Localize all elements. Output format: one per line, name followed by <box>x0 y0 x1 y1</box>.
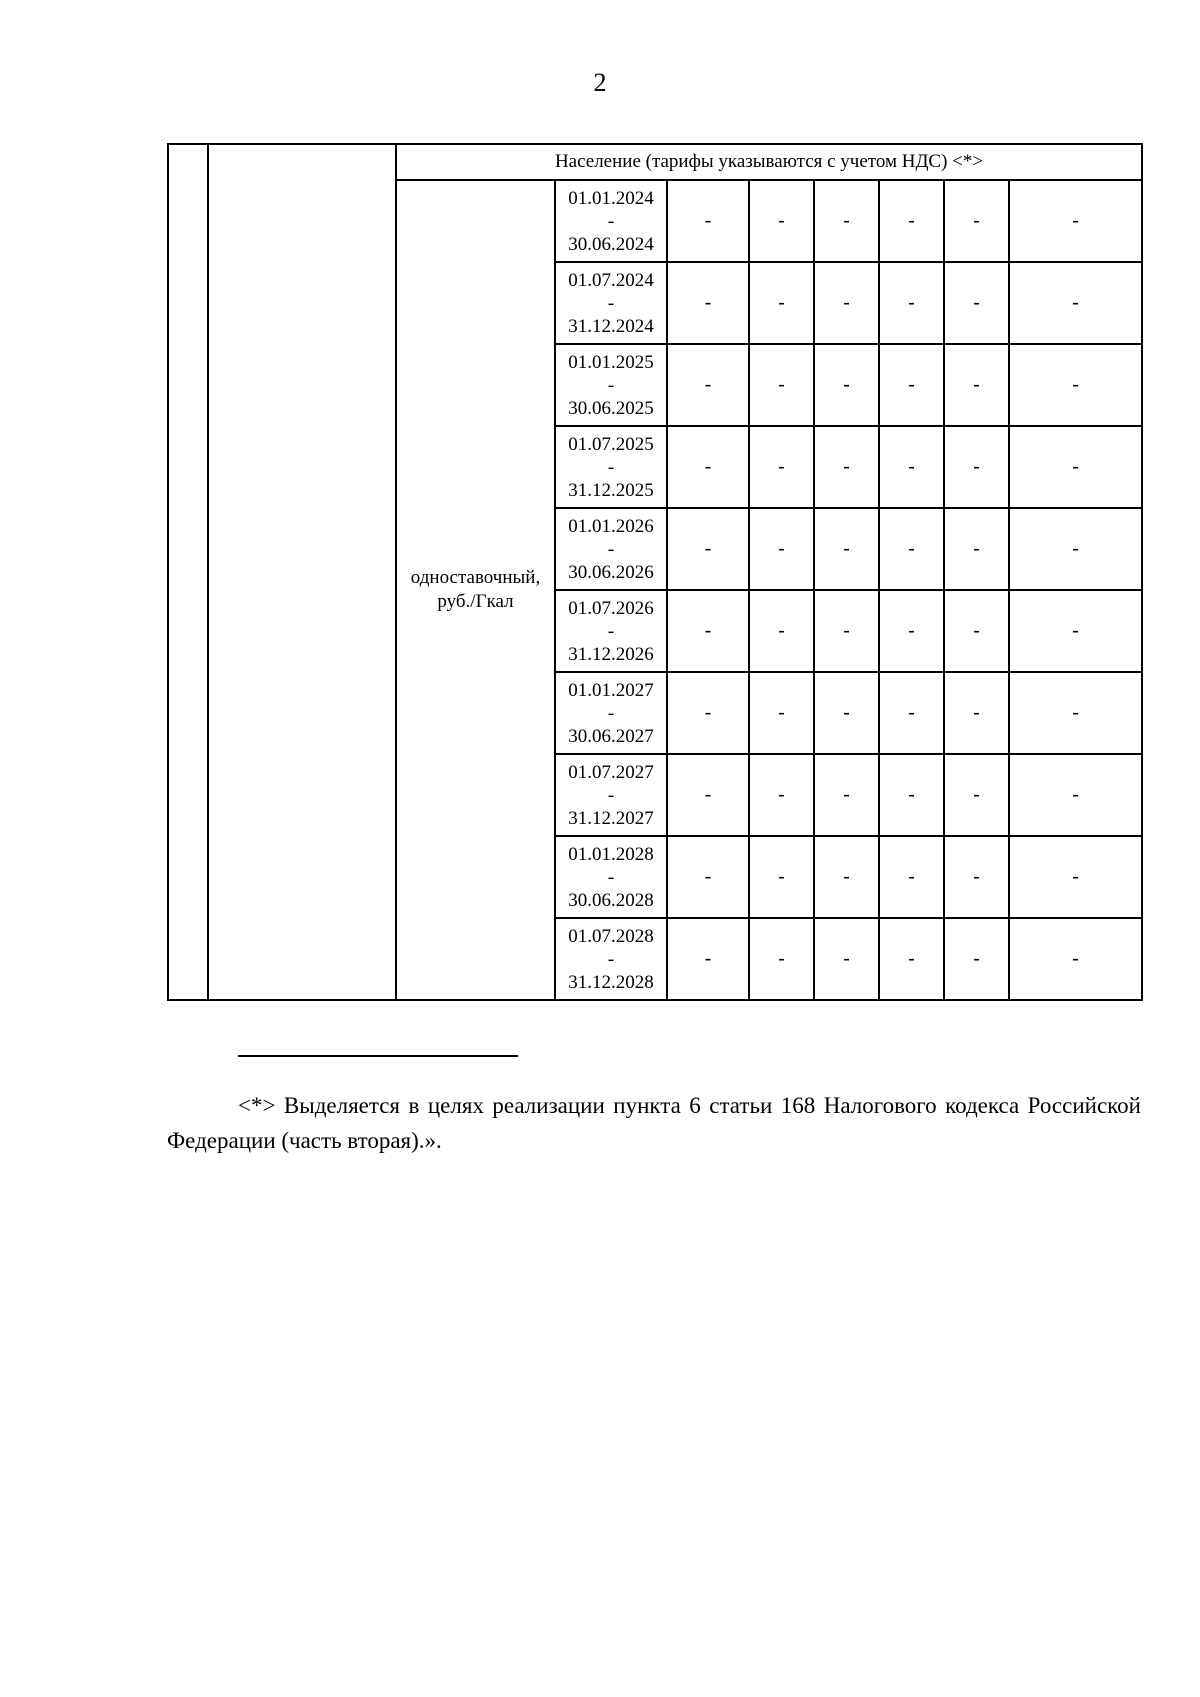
value-cell: - <box>879 426 944 508</box>
value-cell: - <box>879 672 944 754</box>
value-cell: - <box>814 836 879 918</box>
value-cell: - <box>944 180 1009 262</box>
period-from: 01.01.2027 <box>568 679 654 701</box>
value-cell: - <box>1009 180 1142 262</box>
value-cell: - <box>667 918 749 1000</box>
period-cell <box>555 426 667 508</box>
value-cell: - <box>879 262 944 344</box>
period-cell <box>555 590 667 672</box>
period-sep: - <box>607 210 615 232</box>
value-cell: - <box>944 590 1009 672</box>
value-cell: - <box>667 262 749 344</box>
period-to: 31.12.2027 <box>568 807 654 829</box>
period-to: 31.12.2024 <box>568 315 654 337</box>
value-cell: - <box>667 836 749 918</box>
period-to: 31.12.2028 <box>568 971 654 993</box>
value-cell: - <box>814 426 879 508</box>
value-cell: - <box>944 672 1009 754</box>
value-cell: - <box>749 344 814 426</box>
period-sep: - <box>607 948 615 970</box>
value-cell: - <box>749 508 814 590</box>
period-from: 01.01.2028 <box>568 843 654 865</box>
value-cell: - <box>944 262 1009 344</box>
value-cell: - <box>1009 262 1142 344</box>
period-to: 31.12.2026 <box>568 643 654 665</box>
value-cell: - <box>879 836 944 918</box>
period-cell <box>555 754 667 836</box>
value-cell: - <box>814 508 879 590</box>
period-from: 01.07.2026 <box>568 597 654 619</box>
footnote: <*> Выделяется в целях реализации пункта 6 статьи 168 Налогового кодекса Российской Федерации (часть вторая).». <box>167 1093 1141 1153</box>
value-cell: - <box>749 590 814 672</box>
value-cell: - <box>879 344 944 426</box>
value-cell: - <box>749 180 814 262</box>
value-cell: - <box>944 508 1009 590</box>
value-cell: - <box>749 918 814 1000</box>
period-sep: - <box>607 538 615 560</box>
period-cell <box>555 918 667 1000</box>
period-from: 01.07.2024 <box>568 269 654 291</box>
value-cell: - <box>879 590 944 672</box>
period-from: 01.07.2028 <box>568 925 654 947</box>
period-to: 30.06.2027 <box>568 725 654 747</box>
period-sep: - <box>607 456 615 478</box>
period-from: 01.07.2025 <box>568 433 654 455</box>
period-cell <box>555 262 667 344</box>
period-from: 01.01.2026 <box>568 515 654 537</box>
value-cell: - <box>749 426 814 508</box>
period-sep: - <box>607 620 615 642</box>
value-cell: - <box>1009 672 1142 754</box>
period-to: 31.12.2025 <box>568 479 654 501</box>
table-col-empty-1 <box>168 144 208 1000</box>
value-cell: - <box>667 426 749 508</box>
tariff-table-body <box>168 144 1142 1000</box>
value-cell: - <box>1009 508 1142 590</box>
period-to: 30.06.2024 <box>568 233 654 255</box>
value-cell: - <box>814 754 879 836</box>
value-cell: - <box>879 180 944 262</box>
period-sep: - <box>607 784 615 806</box>
value-cell: - <box>814 590 879 672</box>
period-cell <box>555 180 667 262</box>
value-cell: - <box>667 590 749 672</box>
value-cell: - <box>667 754 749 836</box>
value-cell: - <box>1009 426 1142 508</box>
value-cell: - <box>667 180 749 262</box>
value-cell: - <box>1009 754 1142 836</box>
period-cell <box>555 836 667 918</box>
value-cell: - <box>1009 590 1142 672</box>
value-cell: - <box>814 918 879 1000</box>
rate-type-cell <box>396 180 555 1000</box>
period-cell <box>555 344 667 426</box>
page-number: 2 <box>593 68 607 97</box>
value-cell: - <box>749 672 814 754</box>
period-sep: - <box>607 374 615 396</box>
rate-type-label: одноставочный, руб./Гкал <box>410 567 541 612</box>
period-to: 30.06.2026 <box>568 561 654 583</box>
value-cell: - <box>749 262 814 344</box>
period-to: 30.06.2025 <box>568 397 654 419</box>
period-cell <box>555 508 667 590</box>
value-cell: - <box>1009 918 1142 1000</box>
period-cell <box>555 672 667 754</box>
value-cell: - <box>944 344 1009 426</box>
period-to: 30.06.2028 <box>568 889 654 911</box>
value-cell: - <box>1009 836 1142 918</box>
value-cell: - <box>879 754 944 836</box>
tariff-table <box>167 143 1143 1001</box>
value-cell: - <box>944 426 1009 508</box>
group-header: Население (тарифы указываются с учетом НДС) <*> <box>396 144 1142 180</box>
value-cell: - <box>814 672 879 754</box>
table-col-empty-2 <box>208 144 396 1000</box>
value-cell: - <box>944 836 1009 918</box>
period-from: 01.01.2025 <box>568 351 654 373</box>
value-cell: - <box>667 508 749 590</box>
period-sep: - <box>607 702 615 724</box>
value-cell: - <box>879 508 944 590</box>
value-cell: - <box>814 262 879 344</box>
value-cell: - <box>749 754 814 836</box>
value-cell: - <box>667 344 749 426</box>
value-cell: - <box>1009 344 1142 426</box>
value-cell: - <box>944 754 1009 836</box>
period-from: 01.07.2027 <box>568 761 654 783</box>
period-from: 01.01.2024 <box>568 187 654 209</box>
value-cell: - <box>667 672 749 754</box>
period-sep: - <box>607 292 615 314</box>
value-cell: - <box>749 836 814 918</box>
value-cell: - <box>814 180 879 262</box>
footnote-divider <box>238 1055 518 1057</box>
value-cell: - <box>879 918 944 1000</box>
period-sep: - <box>607 866 615 888</box>
value-cell: - <box>944 918 1009 1000</box>
value-cell: - <box>814 344 879 426</box>
